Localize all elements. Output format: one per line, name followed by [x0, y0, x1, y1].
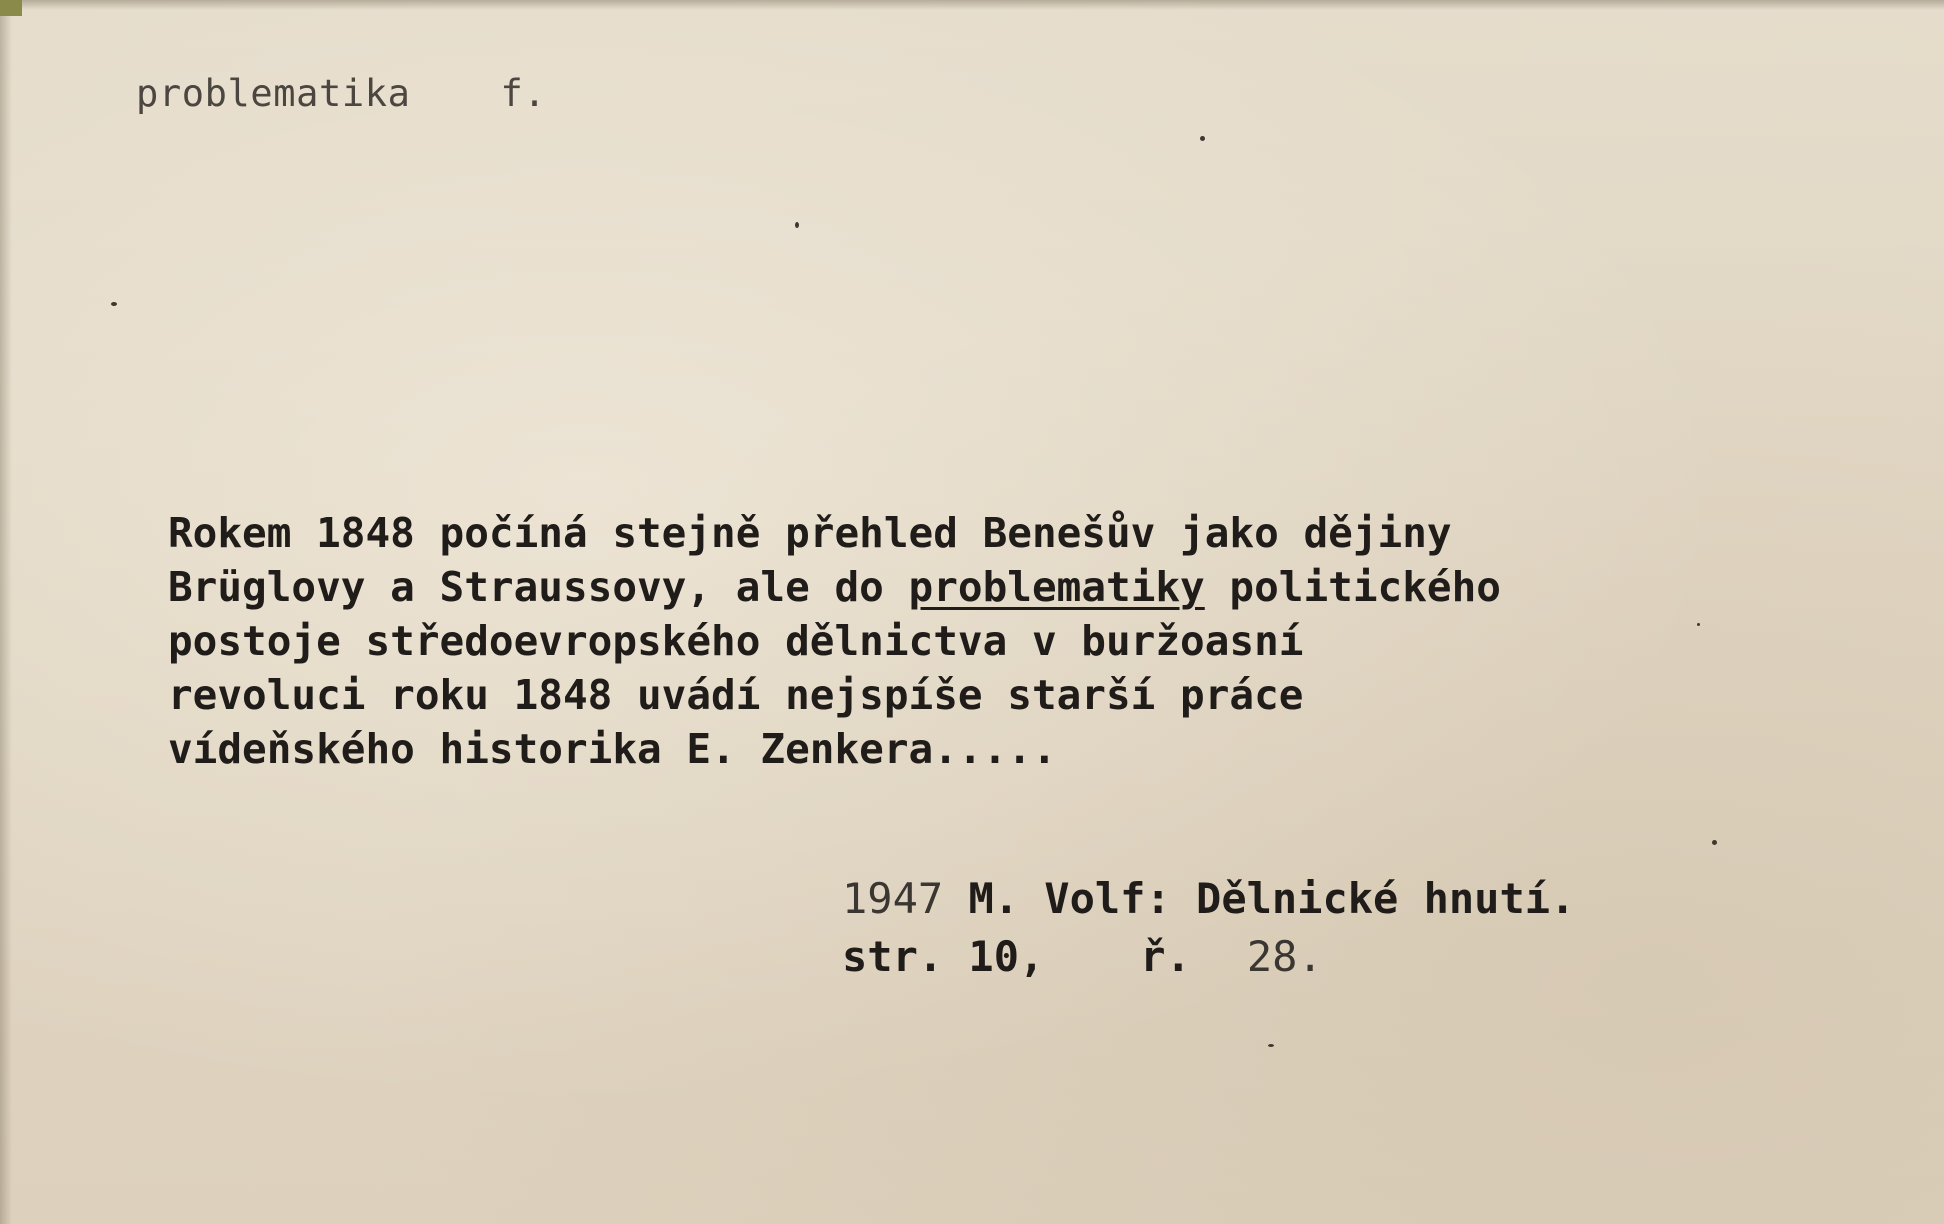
- citation-line-1: [842, 870, 1575, 928]
- paper-speck: [1200, 136, 1205, 141]
- citation: [842, 870, 1575, 986]
- citation-line-number: 28.: [1246, 932, 1323, 981]
- excerpt-line-1: Rokem 1848 počíná stejně přehled Benešův jako dějiny: [168, 509, 1452, 557]
- excerpt-line-4: revoluci roku 1848 uvádí nejspíše starší práce: [168, 671, 1304, 719]
- citation-year: 1947: [842, 874, 944, 923]
- citation-line-2: [842, 928, 1575, 986]
- underlined-keyword: problematiky: [908, 563, 1205, 611]
- citation-line-marker: ř.: [1140, 932, 1191, 981]
- card-left-edge: [0, 0, 12, 1224]
- excerpt-line-3: postoje středoevropského dělnictva v buržoasní: [168, 617, 1304, 665]
- citation-source: M. Volf: Dělnické hnutí.: [968, 874, 1576, 923]
- paper-speck: [1268, 1044, 1274, 1047]
- excerpt-line-2-end: politického: [1204, 563, 1501, 611]
- excerpt-line-2: [168, 560, 1501, 614]
- excerpt-text: [168, 506, 1501, 776]
- citation-page: str. 10,: [842, 932, 1045, 981]
- card-top-edge: [0, 0, 1944, 10]
- heading-keyword: problematika: [136, 72, 411, 115]
- paper-speck: [1697, 623, 1700, 626]
- corner-mark: [0, 0, 22, 16]
- card-heading: [136, 72, 546, 115]
- paper-speck: [111, 302, 117, 306]
- excerpt-line-2-start: Brüglovy a Straussovy, ale do: [168, 563, 909, 611]
- paper-speck: [1712, 840, 1717, 845]
- excerpt-line-5: vídeňského historika E. Zenkera.....: [168, 725, 1057, 773]
- paper-speck: [795, 222, 799, 228]
- heading-marker: f.: [500, 72, 547, 115]
